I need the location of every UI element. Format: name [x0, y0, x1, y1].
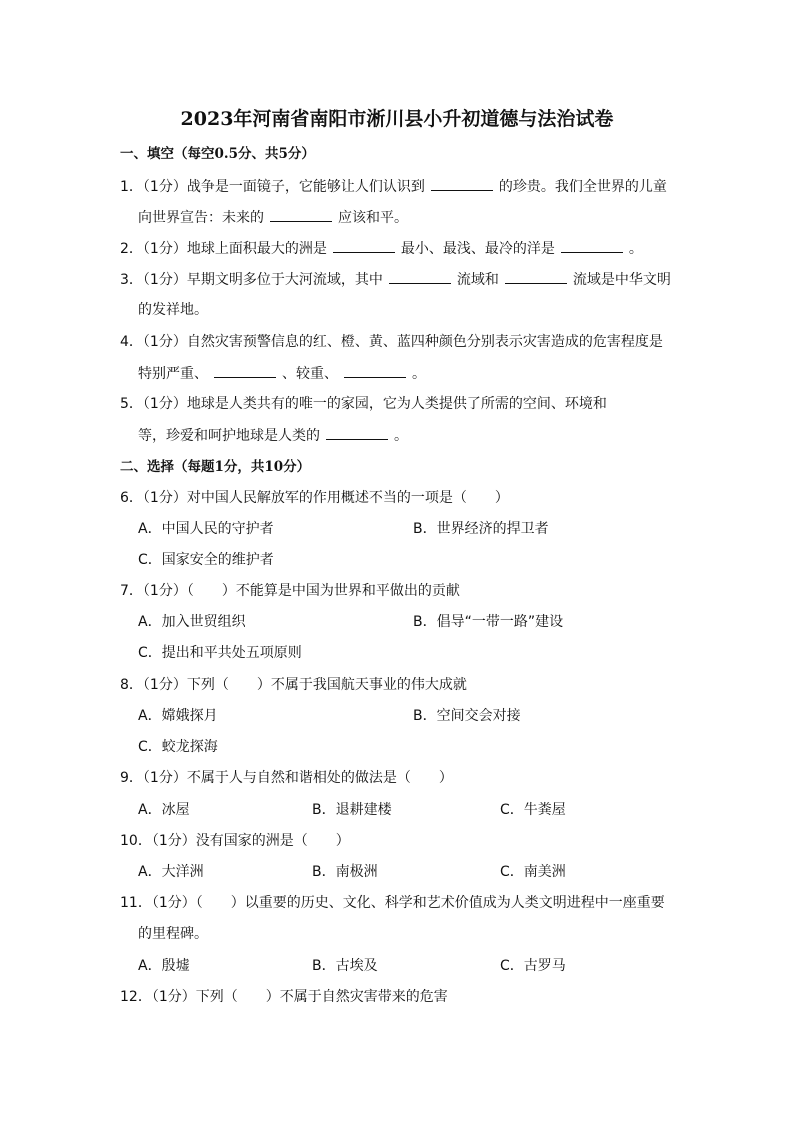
- option-b[interactable]: B．古埃及: [312, 958, 378, 974]
- question-text: 特别严重、: [138, 366, 208, 382]
- question-4-line-2: [138, 363, 426, 384]
- question-text: 流域是中华文明: [572, 272, 671, 288]
- question-text: 等，珍爱和呵护地球是人类的: [138, 428, 320, 444]
- answer-blank[interactable]: [333, 238, 395, 253]
- option-b[interactable]: B．空间交会对接: [413, 708, 521, 724]
- question-5-line-2: [138, 425, 408, 446]
- question-number: 2．: [120, 241, 143, 257]
- question-6: 6．（1分）对中国人民解放军的作用概述不当的一项是（ ）: [120, 490, 509, 506]
- option-b[interactable]: B．南极洲: [312, 864, 378, 880]
- section-heading-fill-blank: 一、填空（每空0.5分、共5分）: [120, 146, 315, 162]
- question-9: 9．（1分）不属于人与自然和谐相处的做法是（ ）: [120, 770, 453, 786]
- question-text: 地球上面积最大的洲是: [186, 241, 327, 257]
- question-score: （1分）: [142, 241, 187, 257]
- question-text: 。: [628, 241, 643, 257]
- answer-blank[interactable]: [344, 363, 406, 378]
- question-text: 向世界宣告：未来的: [138, 210, 264, 226]
- option-c[interactable]: C．国家安全的维护者: [138, 552, 274, 568]
- question-number: 3．: [120, 272, 143, 288]
- question-8: 8．（1分）下列（ ）不属于我国航天事业的伟大成就: [120, 677, 467, 693]
- section-heading-choice: 二、选择（每题1分，共10分）: [120, 459, 311, 475]
- answer-blank[interactable]: [326, 425, 388, 440]
- question-score: （1分）: [142, 179, 187, 195]
- question-score: （1分）: [142, 272, 187, 288]
- answer-blank[interactable]: [270, 207, 332, 222]
- question-1-line-1: [120, 176, 667, 197]
- question-text: 战争是一面镜子，它能够让人们认识到: [186, 179, 425, 195]
- question-text: 最小、最浅、最冷的洋是: [400, 241, 555, 257]
- question-10: 10．（1分）没有国家的洲是（ ）: [120, 833, 350, 849]
- question-3-line-2: 的发祥地。: [138, 302, 208, 318]
- option-b[interactable]: B．倡导“一带一路”建设: [413, 614, 564, 630]
- question-text: 的珍贵。我们全世界的儿童: [498, 179, 667, 195]
- answer-blank[interactable]: [389, 269, 451, 284]
- option-a[interactable]: A．殷墟: [138, 958, 190, 974]
- option-c[interactable]: C．提出和平共处五项原则: [138, 645, 302, 661]
- question-text: 、较重、: [282, 366, 338, 382]
- answer-blank[interactable]: [505, 269, 567, 284]
- question-score: （1分）: [142, 396, 187, 412]
- question-number: 1．: [120, 179, 143, 195]
- question-7: 7．（1分）（ ）不能算是中国为世界和平做出的贡献: [120, 583, 460, 599]
- question-text: 流域和: [456, 272, 499, 288]
- answer-blank[interactable]: [431, 176, 493, 191]
- option-a[interactable]: A．嫦娥探月: [138, 708, 218, 724]
- question-1-line-2: [138, 207, 408, 228]
- question-text: 。: [412, 366, 426, 382]
- question-5-line-1: [120, 394, 607, 414]
- question-number: 5．: [120, 396, 143, 412]
- question-2: [120, 238, 643, 259]
- option-b[interactable]: B．退耕建楼: [312, 802, 392, 818]
- question-text: 自然灾害预警信息的红、橙、黄、蓝四种颜色分别表示灾害造成的危害程度是: [186, 334, 663, 350]
- option-c[interactable]: C．蛟龙探海: [138, 739, 218, 755]
- question-4-line-1: [120, 332, 663, 352]
- question-3-line-1: [120, 269, 671, 290]
- question-text: 地球是人类共有的唯一的家园，它为人类提供了所需的空间、环境和: [186, 396, 607, 412]
- question-12: 12．（1分）下列（ ）不属于自然灾害带来的危害: [120, 989, 448, 1005]
- question-number: 4．: [120, 334, 143, 350]
- option-c[interactable]: C．古罗马: [500, 958, 566, 974]
- option-a[interactable]: A．冰屋: [138, 802, 190, 818]
- question-text: 。: [394, 428, 408, 444]
- option-a[interactable]: A．中国人民的守护者: [138, 521, 274, 537]
- question-11-line-2: 的里程碑。: [138, 926, 208, 942]
- option-a[interactable]: A．加入世贸组织: [138, 614, 246, 630]
- question-11-line-1: 11．（1分）（ ）以重要的历史、文化、科学和艺术价值成为人类文明进程中一座重要: [120, 895, 665, 911]
- question-text: 早期文明多位于大河流域，其中: [186, 272, 383, 288]
- answer-blank[interactable]: [561, 238, 623, 253]
- question-score: （1分）: [142, 334, 187, 350]
- option-a[interactable]: A．大洋洲: [138, 864, 204, 880]
- answer-blank[interactable]: [214, 363, 276, 378]
- option-c[interactable]: C．南美洲: [500, 864, 566, 880]
- page-title: 2023年河南省南阳市淅川县小升初道德与法治试卷: [180, 108, 614, 130]
- option-c[interactable]: C．牛粪屋: [500, 802, 566, 818]
- option-b[interactable]: B．世界经济的捍卫者: [413, 521, 549, 537]
- question-text: 应该和平。: [338, 210, 408, 226]
